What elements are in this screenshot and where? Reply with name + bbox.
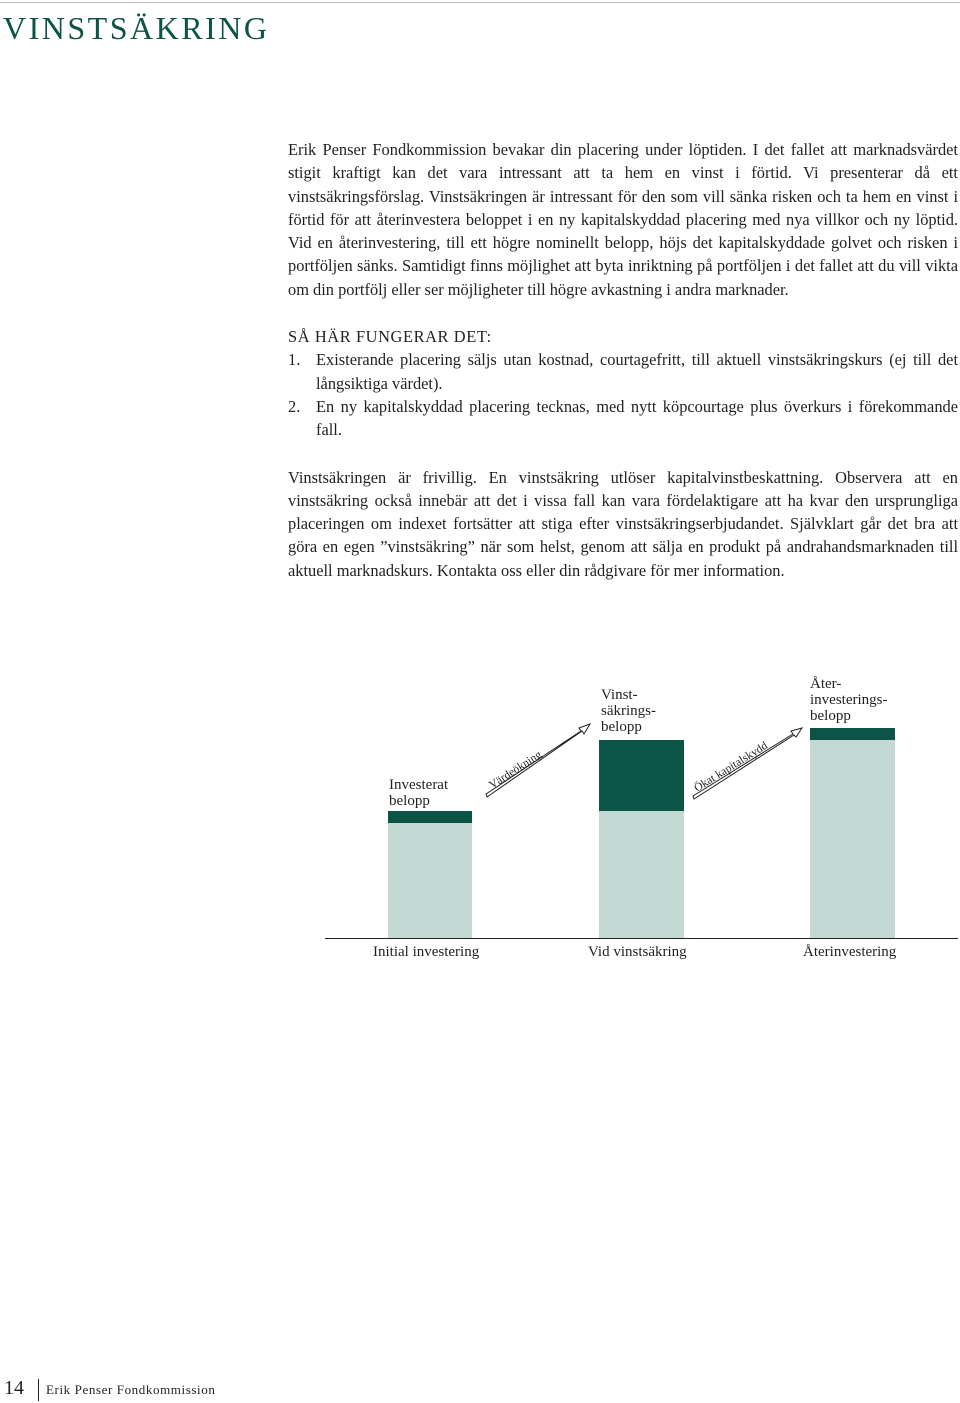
page-number: 14: [4, 1377, 24, 1399]
diagram-baseline: [325, 938, 958, 939]
category-lock: Vid vinstsäkring: [588, 944, 687, 960]
closing-paragraph: Vinstsäkringen är frivillig. En vinstsäkring utlöser kapitalvinstbeskattning. Observera att en vinstsäkring också innebär att det i vissa fall kan vara fördelaktigare att ha kvar den ursprungliga placeringen om indexet fortsätter att stiga efter vinstsäkringserbjudandet. Självklart går det bra att göra en egen ”vinstsäkring” när som helst, genom att sälja en produkt på andrahandsmarknaden till aktuell marknadskurs. Kontakta oss eller din rådgivare för mer information.: [288, 467, 958, 580]
arrow-label-value-increase: Värdeökning: [487, 748, 544, 792]
howto-heading: SÅ HÄR FUNGERAR DET:: [288, 327, 492, 347]
arrow-increased-protection: [691, 728, 802, 799]
category-reinvest: Återinvestering: [803, 944, 897, 960]
arrow-value-increase: [486, 724, 590, 797]
step-number: 1.: [288, 350, 301, 370]
bar-label-reinvest: Åter- investerings- belopp: [810, 676, 888, 724]
step-text: En ny kapitalskyddad placering tecknas, med nytt köpcourtage plus överkurs i förekommande fall.: [316, 396, 958, 440]
bar-label-lock: Vinst- säkrings- belopp: [601, 687, 656, 735]
footer-divider: [38, 1379, 39, 1401]
page-footer: [4, 1377, 216, 1400]
footer-company: Erik Penser Fondkommission: [46, 1382, 216, 1397]
page-title: VINSTSÄKRING: [3, 10, 270, 46]
bar-label-invested: Investerat belopp: [389, 777, 449, 809]
arrow-label-increased-protection: Ökat kapitalskydd: [692, 739, 770, 795]
step-number: 2.: [288, 396, 301, 416]
category-initial: Initial investering: [373, 944, 480, 960]
step-text: Existerande placering säljs utan kostnad, courtagefritt, till aktuell vinstsäkringskurs (ej till det långsiktiga värdet).: [316, 350, 958, 393]
intro-paragraph: Erik Penser Fondkommission bevakar din placering under löptiden. I det fallet att marknadsvärdet stigit kraftigt kan det vara intressant att ta hem en vinst i förtid. Vi presenterar då ett vinstsäkringsförslag. Vinstsäkringen är intressant för den som vill sänka risken och ta hem en vinst i förtid för att återinvestera beloppet i en ny kapitalskyddad placering med nya villkor och ny löptid. Vid en återinvestering, till ett högre nominellt belopp, höjs det kapitalskyddade golvet och risken i portföljen sänks. Samtidigt finns möjlighet att byta inriktning på portföljen i det fallet att du vill vikta om din portfölj eller ser möjligheter till högre avkastning i andra marknader.: [288, 140, 958, 299]
